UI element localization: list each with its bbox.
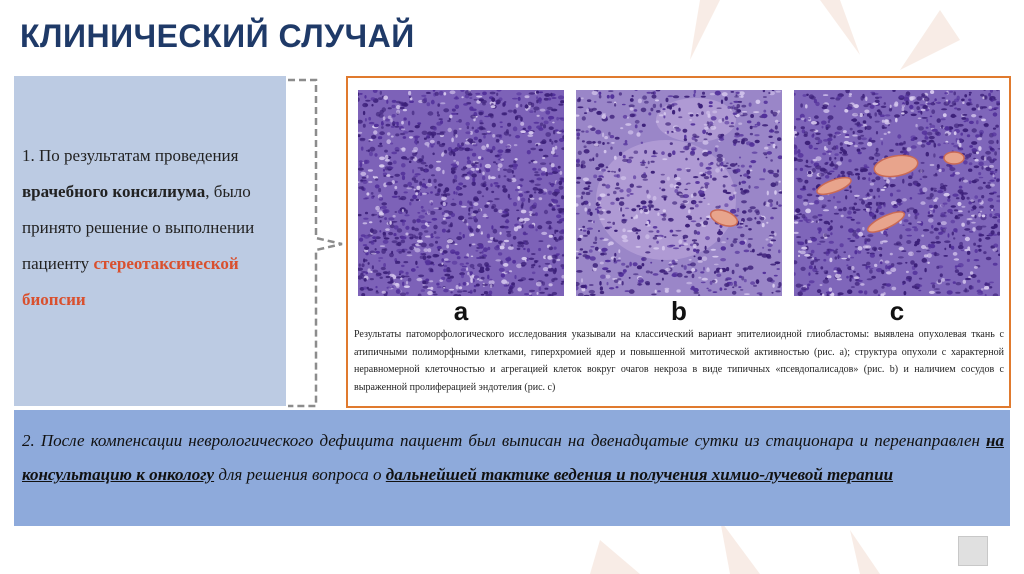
histology-image-a (358, 90, 564, 296)
figure-label-c: c (889, 296, 905, 326)
bracket-connector (286, 76, 346, 411)
figure-caption: Результаты патоморфологического исследования указывали на классический вариант эпителиоидной глиобластомы: выявлена опухолевая ткань с атипичными полиморфными клетками, гиперхромией ядер и повышенной митотической активностью (рис. а); структура опухоли с характерной неравномерной клеточностью и агрегацией клеток вокруг очагов некроза в виде типичных «псевдопалисадов» (рис. b) и наличием сосудов с выраженной пролиферацией эндотелия (рис. с) (354, 329, 1004, 393)
decision-text-box (14, 76, 286, 406)
discharge-text-part: для решения вопроса о (214, 465, 386, 484)
discharge-text-part: 2. После компенсации неврологического дефицита пациент был выписан на двенадцатые сутки из стационара и перенаправлен (22, 431, 987, 450)
histology-image-c (794, 90, 1000, 296)
histology-image-b (576, 90, 782, 296)
figure-label-b: b (671, 296, 687, 326)
discharge-text-bold: на консультацию к онкологу (22, 431, 1004, 484)
decision-text-highlight: стереотаксической биопсии (22, 254, 239, 309)
slide-nav-button[interactable] (958, 536, 988, 566)
decision-text-bold: врачебного консилиума (22, 182, 206, 201)
decision-text-part: , было принято решение о выполнении пациенту (22, 182, 255, 273)
decision-text-part: 1. По результатам проведения (22, 146, 239, 165)
discharge-text-box (14, 410, 1010, 526)
histology-figure (346, 76, 1011, 408)
page-title: КЛИНИЧЕСКИЙ СЛУЧАЙ (20, 18, 415, 54)
discharge-text-bold: дальнейшей тактике ведения и получения химио-лучевой терапии (385, 465, 894, 484)
figure-label-a: a (453, 296, 469, 326)
